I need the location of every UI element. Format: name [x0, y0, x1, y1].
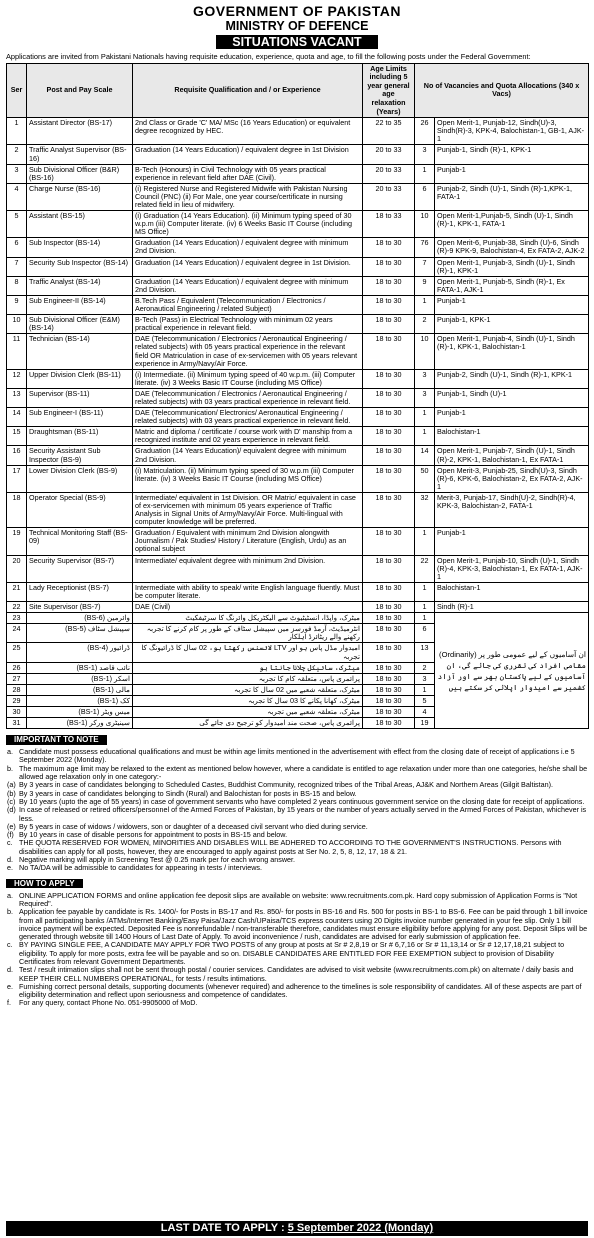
requirement-cell: Graduation (14 Years Education) / equivalent degree with minimum 2nd Division. [133, 238, 363, 257]
age-cell: 18 to 30 [363, 582, 415, 601]
requirement-cell: B-Tech (Honours) in Civil Technology with 05 years practical experience in relevant field after DAE (Civil). [133, 164, 363, 183]
post-cell: میس ویٹر (BS-1) [27, 706, 133, 717]
post-cell: Assistant (BS-15) [27, 211, 133, 238]
age-cell: 18 to 30 [363, 662, 415, 673]
post-cell: Technician (BS-14) [27, 334, 133, 369]
vacancy-count-cell: 3 [415, 388, 435, 407]
quota-cell: Punjab-1 [435, 528, 589, 555]
list-item [6, 908, 588, 941]
item-text: By 10 years in case of disable persons for appointment to posts in BS-15 and below. [19, 830, 288, 840]
item-text: In case of released or retired officers/personnel of the Armed Forces of Pakistan, by 15 years or the number of years actually served in the Armed Forces of Pakistan, whichever is less. [19, 805, 587, 823]
vacancy-count-cell: 2 [415, 662, 435, 673]
requirement-cell: DAE (Telecommunication / Electronics / Aeronautical Engineering / related subjects) with 03 years practical experience in relevant field. [133, 388, 363, 407]
post-cell: Supervisor (BS-11) [27, 388, 133, 407]
item-mark: f. [7, 998, 11, 1008]
quota-cell: Punjab-1 [435, 164, 589, 183]
item-mark: a. [7, 890, 13, 900]
vacancy-count-cell: 1 [415, 408, 435, 427]
age-cell: 18 to 30 [363, 315, 415, 334]
ser-cell: 28 [7, 684, 27, 695]
post-cell: Charge Nurse (BS-16) [27, 183, 133, 210]
quota-cell: Open Merit-1, Punjab-7, Sindh (U)-1, Sindh (R)-2, KPK-1, Balochistan-1, Ex FATA-1 [435, 446, 589, 465]
item-text: By 3 years in case of candidates belonging to Sindh (Rural) and Balochistan for posts in BS-15 and below. [19, 788, 357, 798]
requirement-cell: میٹرک، سائیکل چلانا جانتا ہو [133, 662, 363, 673]
post-cell: Traffic Analyst Supervisor (BS-16) [27, 145, 133, 164]
age-cell: 18 to 30 [363, 257, 415, 276]
item-text: BY PAYING SINGLE FEE, A CANDIDATE MAY APPLY FOR TWO POSTS of any group at posts at Sr # 2,8,19 or Sr # 6,7,16 or Sr # 11,13,14 or Sr # 12,17,18,21 subject to eligibility. To apply for more posts, extra fee will be payable and so on. DISABLE CANDIDATES ARE ENTITLED FOR FEE EXEMPTION subject to provision of Disability Certificates from relevant Government Departments. [19, 940, 565, 966]
requirement-cell: DAE (Telecommunication/ Electronics/ Aeronautical Engineering / related subjects) with 03 years practical experience in relevant field. [133, 408, 363, 427]
vacancy-count-cell: 1 [415, 427, 435, 446]
age-cell: 18 to 30 [363, 613, 415, 624]
ser-cell: 19 [7, 528, 27, 555]
quota-cell: Punjab-2, Sindh (U)-1, Sindh (R)-1,KPK-1, FATA-1 [435, 183, 589, 210]
list-item [6, 966, 588, 983]
post-cell: Traffic Analyst (BS-14) [27, 276, 133, 295]
post-cell: Security Sub Inspector (BS-14) [27, 257, 133, 276]
age-cell: 18 to 30 [363, 706, 415, 717]
age-cell: 18 to 30 [363, 276, 415, 295]
quota-cell: Open Merit-1, Punjab-12, Sindh(U)-3, Sindh(R)-3, KPK-4, Balochistan-1, GB-1, AJK-1 [435, 118, 589, 145]
requirement-cell: Matric and diploma / certificate / course work with D' manship from a recognized institute and 02 years experience in relevant field. [133, 427, 363, 446]
vacancy-count-cell: 13 [415, 643, 435, 662]
post-cell: Sub Engineer-I (BS-11) [27, 408, 133, 427]
age-cell: 20 to 33 [363, 145, 415, 164]
table-row [7, 427, 589, 446]
requirement-cell: (i) Registered Nurse and Registered Midwife with Pakistan Nursing Council (PNC) (ii) For Male, one year course/certificate in nursing related field in lieu of midwifery. [133, 183, 363, 210]
vacancy-count-cell: 9 [415, 276, 435, 295]
age-cell: 18 to 30 [363, 388, 415, 407]
quota-cell: Merit-3, Punjab-17, Sindh(U)-2, Sindh(R)-4, KPK-3, Balochistan-2, FATA-1 [435, 492, 589, 527]
table-row [7, 582, 589, 601]
table-row [7, 118, 589, 145]
requirement-cell: (i) Matriculation. (ii) Minimum typing speed of 30 w.p.m (iii) Computer literate. (iv) 3 Weeks Basic IT Course (including MS Office) [133, 465, 363, 492]
government-title: GOVERNMENT OF PAKISTAN [192, 3, 402, 19]
age-cell: 18 to 30 [363, 624, 415, 643]
ser-cell: 25 [7, 643, 27, 662]
post-cell: Sub Engineer-II (BS-14) [27, 295, 133, 314]
item-mark: c. [7, 940, 13, 950]
vacancy-count-cell: 10 [415, 211, 435, 238]
quota-cell: Open Merit-1, Punjab-5, Sindh (R)-1, Ex FATA-1, AJK-1 [435, 276, 589, 295]
table-row [7, 334, 589, 369]
post-cell: Security Supervisor (BS-7) [27, 555, 133, 582]
vacancy-count-cell: 22 [415, 555, 435, 582]
table-row-urdu [7, 613, 589, 624]
age-cell: 18 to 30 [363, 684, 415, 695]
quota-cell: Punjab-1 [435, 408, 589, 427]
vacancy-count-cell: 1 [415, 164, 435, 183]
post-cell: Operator Special (BS-9) [27, 492, 133, 527]
list-item [6, 748, 588, 765]
table-row [7, 602, 589, 613]
vacancy-count-cell: 5 [415, 695, 435, 706]
last-date-value: 5 September 2022 (Monday) [287, 1222, 434, 1234]
age-cell: 18 to 33 [363, 211, 415, 238]
quota-cell: Punjab-1, KPK-1 [435, 315, 589, 334]
quota-cell: Open Merit-1, Punjab-3, Sindh (U)-1, Sindh (R)-1, KPK-1 [435, 257, 589, 276]
ministry-title: MINISTRY OF DEFENCE [225, 19, 369, 33]
requirement-cell: پرائمری پاس، متعلقہ کام کا تجربہ [133, 673, 363, 684]
requirement-cell: DAE (Civil) [133, 602, 363, 613]
age-cell: 22 to 35 [363, 118, 415, 145]
vacancy-count-cell: 3 [415, 369, 435, 388]
ser-cell: 21 [7, 582, 27, 601]
quota-cell: Punjab-2, Sindh (U)-1, Sindh (R)-1, KPK-1 [435, 369, 589, 388]
ser-cell: 29 [7, 695, 27, 706]
age-cell: 18 to 30 [363, 602, 415, 613]
vacancy-count-cell: 2 [415, 315, 435, 334]
item-text: THE QUOTA RESERVED FOR WOMEN, MINORITIES AND DISABLES WILL BE ADHERED TO ACCORDING TO THE GOVERNMENT'S INSTRUCTIONS. Persons with disabilities can apply for all posts, however, they are encouraged to apply against posts at Ser No. 2, 5, 8, 12, 17, 18 & 21. [19, 838, 562, 856]
vacancy-count-cell: 4 [415, 706, 435, 717]
table-row [7, 276, 589, 295]
urdu-quota-note: ان آسامیوں کے لیے عمومی طور پر (Ordinarily) مقامی افراد کی تقرری کی جائے گی، ان آسامیوں کے لیے پاکستان بھر سے اور آزاد کشمیر سے امیدوار اپلائی کر سکتے ہیں [435, 613, 589, 729]
list-item [6, 892, 588, 909]
post-cell: کک (BS-1) [27, 695, 133, 706]
ser-cell: 5 [7, 211, 27, 238]
item-text: By 10 years (upto the age of 55 years) in case of government servants who have completed 2 years continuous government service on the closing date for receipt of applications. [19, 796, 585, 806]
requirement-cell: Intermediate with ability to speak/ write English language fluently. Must be computer literate. [133, 582, 363, 601]
ser-cell: 27 [7, 673, 27, 684]
item-mark: d. [7, 965, 13, 975]
requirement-cell: B.Tech Pass / Equivalent (Telecommunication / Electronics / Aeronautical Engineering / related Subject) [133, 295, 363, 314]
header [6, 4, 588, 51]
table-row [7, 295, 589, 314]
item-mark: e. [7, 981, 13, 991]
ser-cell: 4 [7, 183, 27, 210]
requirement-cell: Intermediate/ equivalent in 1st Division. OR Matric/ equivalent in case of ex-servicemen with minimum 05 years experience of Traffic Analysis in Signal Units of Army/Navy/Air Force. Multi-lingual with computer knowledge will be preferred. [133, 492, 363, 527]
age-cell: 20 to 33 [363, 164, 415, 183]
ser-cell: 11 [7, 334, 27, 369]
vacancy-count-cell: 6 [415, 183, 435, 210]
requirement-cell: میٹرک، واپڈا، انسٹیٹیوٹ سے الیکٹریکل وائرنگ کا سرٹیفکیٹ [133, 613, 363, 624]
requirement-cell: DAE (Telecommunication / Electronics / Aeronautical Engineering / related subjects) with 05 years practical experience in the relevant field OR Matriculation in case of ex-servicemen with 05 years relevant experience in Army/Navy/Air Force. [133, 334, 363, 369]
requirement-cell: B-Tech (Pass) in Electrical Technology with minimum 02 years practical experience in relevant field. [133, 315, 363, 334]
table-row [7, 164, 589, 183]
age-cell: 18 to 30 [363, 408, 415, 427]
requirement-cell: (i) Intermediate. (ii) Minimum typing speed of 40 w.p.m. (iii) Computer literate. (iv) 3 Weeks Basic IT Course (including MS Office) [133, 369, 363, 388]
table-row [7, 183, 589, 210]
apply-list [6, 892, 588, 1008]
requirement-cell: پرائمری پاس، صحت مند امیدوار کو ترجیح دی جائے گی [133, 718, 363, 729]
item-mark: (e) [7, 821, 16, 831]
ser-cell: 26 [7, 662, 27, 673]
list-item [6, 864, 588, 872]
col-post: Post and Pay Scale [27, 63, 133, 118]
ser-cell: 20 [7, 555, 27, 582]
ser-cell: 13 [7, 388, 27, 407]
post-cell: سپیشل سٹاف (BS-5) [27, 624, 133, 643]
vacancy-count-cell: 3 [415, 145, 435, 164]
list-item [6, 999, 588, 1007]
vacancy-count-cell: 7 [415, 257, 435, 276]
col-age: Age Limits including 5 year general age relaxation (Years) [363, 63, 415, 118]
age-cell: 18 to 30 [363, 673, 415, 684]
age-cell: 18 to 30 [363, 465, 415, 492]
col-ser: Ser [7, 63, 27, 118]
vacancy-count-cell: 1 [415, 613, 435, 624]
item-mark: (a) [7, 780, 16, 790]
ser-cell: 30 [7, 706, 27, 717]
requirement-cell: میٹرک، متعلقہ شعبے میں 02 سال کا تجربہ [133, 684, 363, 695]
situations-vacant-banner: SITUATIONS VACANT [216, 35, 377, 49]
table-row [7, 257, 589, 276]
last-date-label: LAST DATE TO APPLY : [160, 1222, 288, 1234]
vacancy-count-cell: 1 [415, 602, 435, 613]
age-cell: 18 to 30 [363, 718, 415, 729]
apply-title: HOW TO APPLY [6, 879, 83, 889]
item-text: Furnishing correct personal details, supporting documents (whenever required) and adherence to the timelines is sole responsibility of candidates. All of these aspects are part of eligibility determination and reflect upon seriousness and competence of candidates. [19, 981, 582, 1000]
requirement-cell: (i) Graduation (14 Years Education). (ii) Minimum typing speed of 30 w.p.m (iii) Computer literate. (iv) 6 Weeks Basic IT Course (including MS Office) [133, 211, 363, 238]
ser-cell: 2 [7, 145, 27, 164]
item-mark: c. [7, 838, 13, 848]
post-cell: Lower Division Clerk (BS-9) [27, 465, 133, 492]
ser-cell: 10 [7, 315, 27, 334]
post-cell: مالی (BS-1) [27, 684, 133, 695]
ser-cell: 8 [7, 276, 27, 295]
requirement-cell: میٹرک، متعلقہ شعبے میں تجربہ [133, 706, 363, 717]
item-mark: a. [7, 747, 13, 757]
requirement-cell: Intermediate/ equivalent degree with minimum 2nd Division. [133, 555, 363, 582]
age-cell: 18 to 30 [363, 238, 415, 257]
requirement-cell: Graduation (14 Years Education) / equivalent degree with minimum 2nd Division. [133, 276, 363, 295]
age-cell: 18 to 30 [363, 643, 415, 662]
table-row [7, 315, 589, 334]
table-header-row [7, 63, 589, 118]
post-cell: سینیٹری ورکر (BS-1) [27, 718, 133, 729]
table-row [7, 388, 589, 407]
item-text: No TA/DA will be admissible to candidates for appearing in tests / interviews. [19, 863, 263, 873]
quota-cell: Balochistan-1 [435, 427, 589, 446]
ser-cell: 18 [7, 492, 27, 527]
table-row [7, 528, 589, 555]
vacancy-count-cell: 32 [415, 492, 435, 527]
age-cell: 20 to 33 [363, 183, 415, 210]
vacancy-count-cell: 1 [415, 528, 435, 555]
requirement-cell: Graduation / Equivalent with minimum 2nd Division alongwith Journalism / Pak Studies/ History / Literature (English, Urdu) as an optional subject [133, 528, 363, 555]
requirement-cell: Graduation (14 Years Education)/ equivalent degree with minimum 2nd Division. [133, 446, 363, 465]
table-row [7, 211, 589, 238]
ser-cell: 9 [7, 295, 27, 314]
ser-cell: 23 [7, 613, 27, 624]
col-requirements: Requisite Qualification and / or Experience [133, 63, 363, 118]
quota-cell: Punjab-1 [435, 295, 589, 314]
quota-cell: Open Merit-1, Punjab-10, Sindh (U)-1, Sindh (R)-4, KPK-3, Balochistan-1, Ex FATA-1, AJK-1 [435, 555, 589, 582]
age-cell: 18 to 30 [363, 295, 415, 314]
age-cell: 18 to 30 [363, 555, 415, 582]
quota-cell: Sindh (R)-1 [435, 602, 589, 613]
item-mark: (c) [7, 796, 16, 806]
quota-cell: Open Merit-6, Punjab-38, Sindh (U)-6, Sindh (R)-9 KPK-9, Balochistan-4, Ex FATA-2, AJK-2 [435, 238, 589, 257]
item-mark: (d) [7, 805, 16, 815]
age-cell: 18 to 30 [363, 695, 415, 706]
post-cell: اسکر (BS-1) [27, 673, 133, 684]
requirement-cell: Graduation (14 Years Education) / equivalent degree in 1st Division. [133, 257, 363, 276]
quota-cell: Balochistan-1 [435, 582, 589, 601]
item-mark: d. [7, 855, 13, 865]
ser-cell: 14 [7, 408, 27, 427]
quota-cell: Open Merit-1, Punjab-4, Sindh (U)-1, Sindh (R)-1, KPK-1, Balochistan-1 [435, 334, 589, 369]
post-cell: Draughtsman (BS-11) [27, 427, 133, 446]
list-item [6, 806, 588, 823]
ser-cell: 31 [7, 718, 27, 729]
vacancy-count-cell: 1 [415, 295, 435, 314]
notes-title: IMPORTANT TO NOTE [6, 735, 107, 745]
age-cell: 18 to 30 [363, 446, 415, 465]
vacancy-count-cell: 50 [415, 465, 435, 492]
item-mark: b. [7, 907, 13, 917]
list-item [6, 765, 588, 782]
age-cell: 18 to 30 [363, 427, 415, 446]
ser-cell: 15 [7, 427, 27, 446]
item-text: The maximum age limit may be relaxed to the extent as mentioned below however, where a candidate is entitled to age relaxation under more than one categories, he/she shall be allowed age relaxation only in one category:- [19, 763, 588, 782]
vacancy-count-cell: 6 [415, 624, 435, 643]
vacancy-count-cell: 3 [415, 673, 435, 684]
table-body [7, 118, 589, 729]
item-text: ONLINE APPLICATION FORMS and online application fee deposit slips are available on website: www.recruitments.com.pk. Hard copy submission of Application Forms is "Not Required". [19, 890, 578, 908]
table-row [7, 465, 589, 492]
list-item [6, 941, 588, 966]
table-row [7, 369, 589, 388]
vacancy-count-cell: 26 [415, 118, 435, 145]
table-row [7, 145, 589, 164]
item-mark: (b) [7, 788, 16, 798]
vacancy-count-cell: 10 [415, 334, 435, 369]
vacancy-count-cell: 14 [415, 446, 435, 465]
post-cell: Assistant Director (BS-17) [27, 118, 133, 145]
vacancy-count-cell: 76 [415, 238, 435, 257]
requirement-cell: انٹرمیڈیٹ، آرمڈ فورسز میں سپیشل سٹاف کے طور پر کام کرنے کا تجربہ رکھنے والے ریٹائرڈ اہلکار [133, 624, 363, 643]
ser-cell: 24 [7, 624, 27, 643]
requirement-cell: میٹرک، کھانا پکانے کا 03 سال کا تجربہ [133, 695, 363, 706]
quota-cell: Open Merit-1,Punjab-5, Sindh (U)-1, Sindh (R)-1, KPK-1, FATA-1 [435, 211, 589, 238]
item-text: Candidate must possess educational qualifications and must be within age limits mentioned in the advertisement with effect from the closing date of receipt of applications i.e 5 September 2022 (Monday). [19, 747, 575, 765]
vacancies-table [6, 63, 589, 730]
col-vacancies: No of Vacancies and Quota Allocations (340 x Vacs) [415, 63, 589, 118]
post-cell: Site Supervisor (BS-7) [27, 602, 133, 613]
requirement-cell: 2nd Class or Grade 'C' MA/ MSc (16 Years Education) or equivalent degree recognized by HEC. [133, 118, 363, 145]
item-text: Application fee payable by candidate is Rs. 1400/- for Posts in BS-17 and Rs. 850/- for posts in BS-16 and Rs. 500 for posts in BS-1 to BS-6. Fee can be paid through 1 bill invoice from all participating banks /ATMs/Internet Banking/Easy Paisa/Jazz Cash/UPaisa/TCS express counters using 20 Digits invoice number generated in your fee slip. Only 1 bill invoice payment will be expected. Deposited Fee is nonrefundable / non-transferable therefore, candidates must ensure eligibility before applying for any post. Deposit Slips will be generated through website till 1400 Hours of Last Date of Apply. To avoid inconvenience / rush, candidates are advised for early submission of application fee. [19, 907, 588, 942]
quota-cell: Punjab-1, Sindh (R)-1, KPK-1 [435, 145, 589, 164]
item-mark: (f) [7, 830, 14, 840]
list-item [6, 983, 588, 1000]
ser-cell: 7 [7, 257, 27, 276]
vacancy-count-cell: 1 [415, 684, 435, 695]
post-cell: Sub Divisional Officer (E&M) (BS-14) [27, 315, 133, 334]
item-mark: e. [7, 863, 13, 873]
intro-text: Applications are invited from Pakistani Nationals having requisite education, experience, quota and age, to fill the following posts under the Federal Government: [6, 52, 531, 61]
ser-cell: 16 [7, 446, 27, 465]
list-item [6, 839, 588, 856]
post-cell: Upper Division Clerk (BS-11) [27, 369, 133, 388]
post-cell: وائرمین (BS-6) [27, 613, 133, 624]
ser-cell: 3 [7, 164, 27, 183]
last-date-banner [6, 1221, 588, 1236]
item-text: For any query, contact Phone No. 051-9905000 of MoD. [19, 998, 198, 1008]
vacancy-count-cell: 1 [415, 582, 435, 601]
post-cell: Technical Monitoring Staff (BS-09) [27, 528, 133, 555]
post-cell: Sub Divisional Officer (B&R) (BS-16) [27, 164, 133, 183]
age-cell: 18 to 30 [363, 528, 415, 555]
ser-cell: 6 [7, 238, 27, 257]
table-row [7, 492, 589, 527]
quota-cell: Open Merit-3, Punjab-25, Sindh(U)-3, Sindh (R)-6, KPK-6, Balochistan-2, Ex FATA-2, AJK-1 [435, 465, 589, 492]
vacancy-count-cell: 19 [415, 718, 435, 729]
post-cell: نائب قاصد (BS-1) [27, 662, 133, 673]
notes-list [6, 748, 588, 872]
item-text: By 3 years in case of candidates belonging to Scheduled Castes, Buddhist Community, recognized tribes of the Tribal Areas, AJ&K and Northern Areas (Gilgit Baltistan). [19, 780, 554, 790]
age-cell: 18 to 30 [363, 334, 415, 369]
ser-cell: 22 [7, 602, 27, 613]
ser-cell: 12 [7, 369, 27, 388]
item-text: By 5 years in case of widows / widowers, son or daughter of a deceased civil servant who died during service. [19, 821, 368, 831]
requirement-cell: امیدوار مڈل پاس ہو اور LTV لائسنس رکھتا ہو، 02 سال کا ڈرائیونگ کا تجربہ [133, 643, 363, 662]
quota-cell: Punjab-1, Sindh (U)-1 [435, 388, 589, 407]
post-cell: Security Assistant Sub Inspector (BS-9) [27, 446, 133, 465]
item-text: Test / result intimation slips shall not be sent through postal / courier services. Candidates are advised to visit website (www.recruitments.com.pk) on alternate / daily basis and KEEP THEIR CELL NUMBERS OPERATIONAL, for tests / results intimations. [19, 965, 574, 983]
ser-cell: 17 [7, 465, 27, 492]
table-row [7, 408, 589, 427]
table-row [7, 446, 589, 465]
age-cell: 18 to 30 [363, 369, 415, 388]
age-cell: 18 to 30 [363, 492, 415, 527]
post-cell: Lady Receptionist (BS-7) [27, 582, 133, 601]
post-cell: ڈرائیور (BS-4) [27, 643, 133, 662]
requirement-cell: Graduation (14 Years Education) / equivalent degree in 1st Division [133, 145, 363, 164]
ser-cell: 1 [7, 118, 27, 145]
item-mark: b. [7, 763, 13, 773]
post-cell: Sub Inspector (BS-14) [27, 238, 133, 257]
table-row [7, 555, 589, 582]
table-row [7, 238, 589, 257]
item-text: Negative marking will apply in Screening Test @ 0.25 mark per for each wrong answer. [19, 855, 296, 865]
